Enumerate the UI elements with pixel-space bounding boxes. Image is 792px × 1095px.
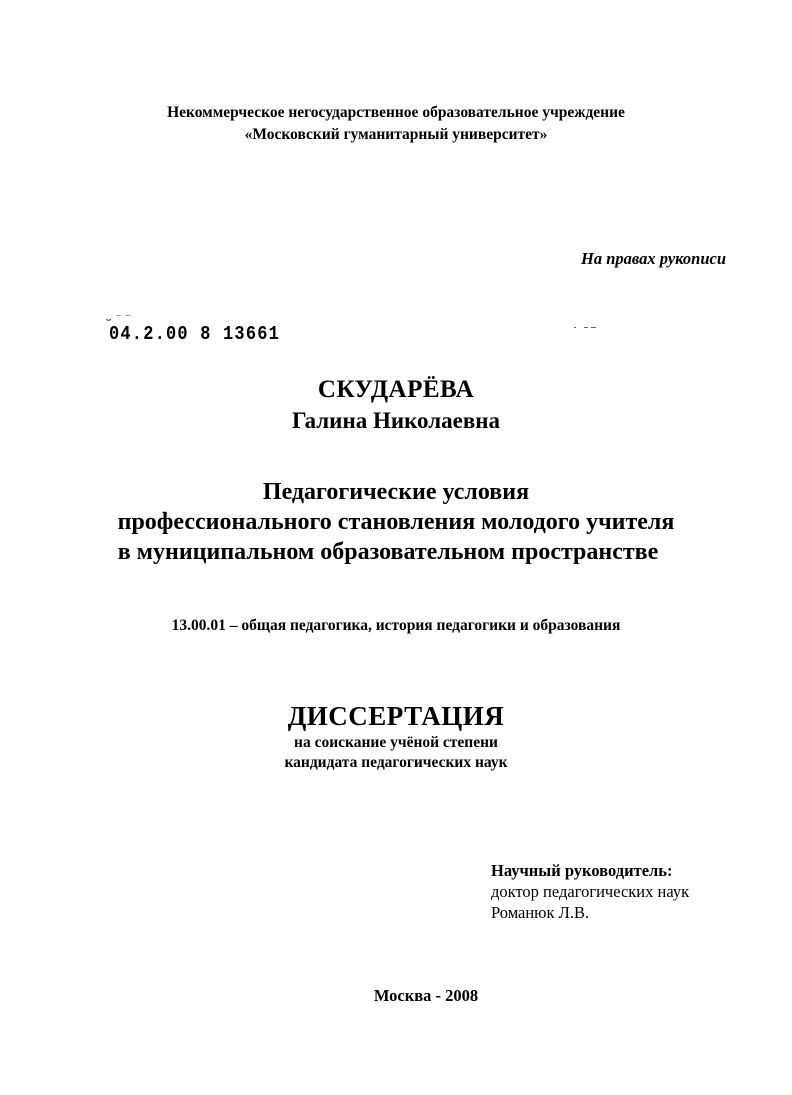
dissertation-heading: ДИССЕРТАЦИЯ (287, 701, 505, 731)
degree-line2: кандидата педагогических наук (284, 754, 508, 771)
institution-name-line2: «Московский гуманитарный университет» (244, 126, 548, 143)
dissertation-title-line2: профессионального становления молодого учителя (117, 509, 675, 535)
dissertation-title-line1: Педагогические условия (262, 479, 530, 505)
scan-speck (574, 327, 598, 330)
author-given-names: Галина Николаевна (291, 408, 501, 433)
library-stamp-code: 04.2.00 8 13661 (109, 324, 281, 346)
supervisor-degree: доктор педагогических наук (491, 882, 690, 901)
stamp-marks: ⌣ ‾ ‾ (106, 316, 131, 325)
specialty-code: 13.00.01 – общая педагогика, история педагогики и образования (171, 617, 621, 634)
supervisor-label: Научный руководитель: (491, 861, 673, 880)
supervisor-block (491, 860, 689, 923)
dissertation-title-line3: в муниципальном образовательном пространстве (117, 539, 659, 565)
author-surname: СКУДАРЁВА (317, 376, 475, 403)
rights-note: На правах рукописи (581, 249, 726, 268)
degree-line1: на соискание учёной степени (294, 734, 498, 751)
city-year: Москва - 2008 (373, 986, 479, 1005)
institution-name-line1: Некоммерческое негосударственное образовательное учреждение (167, 104, 625, 121)
supervisor-name: Романюк Л.В. (491, 903, 590, 922)
